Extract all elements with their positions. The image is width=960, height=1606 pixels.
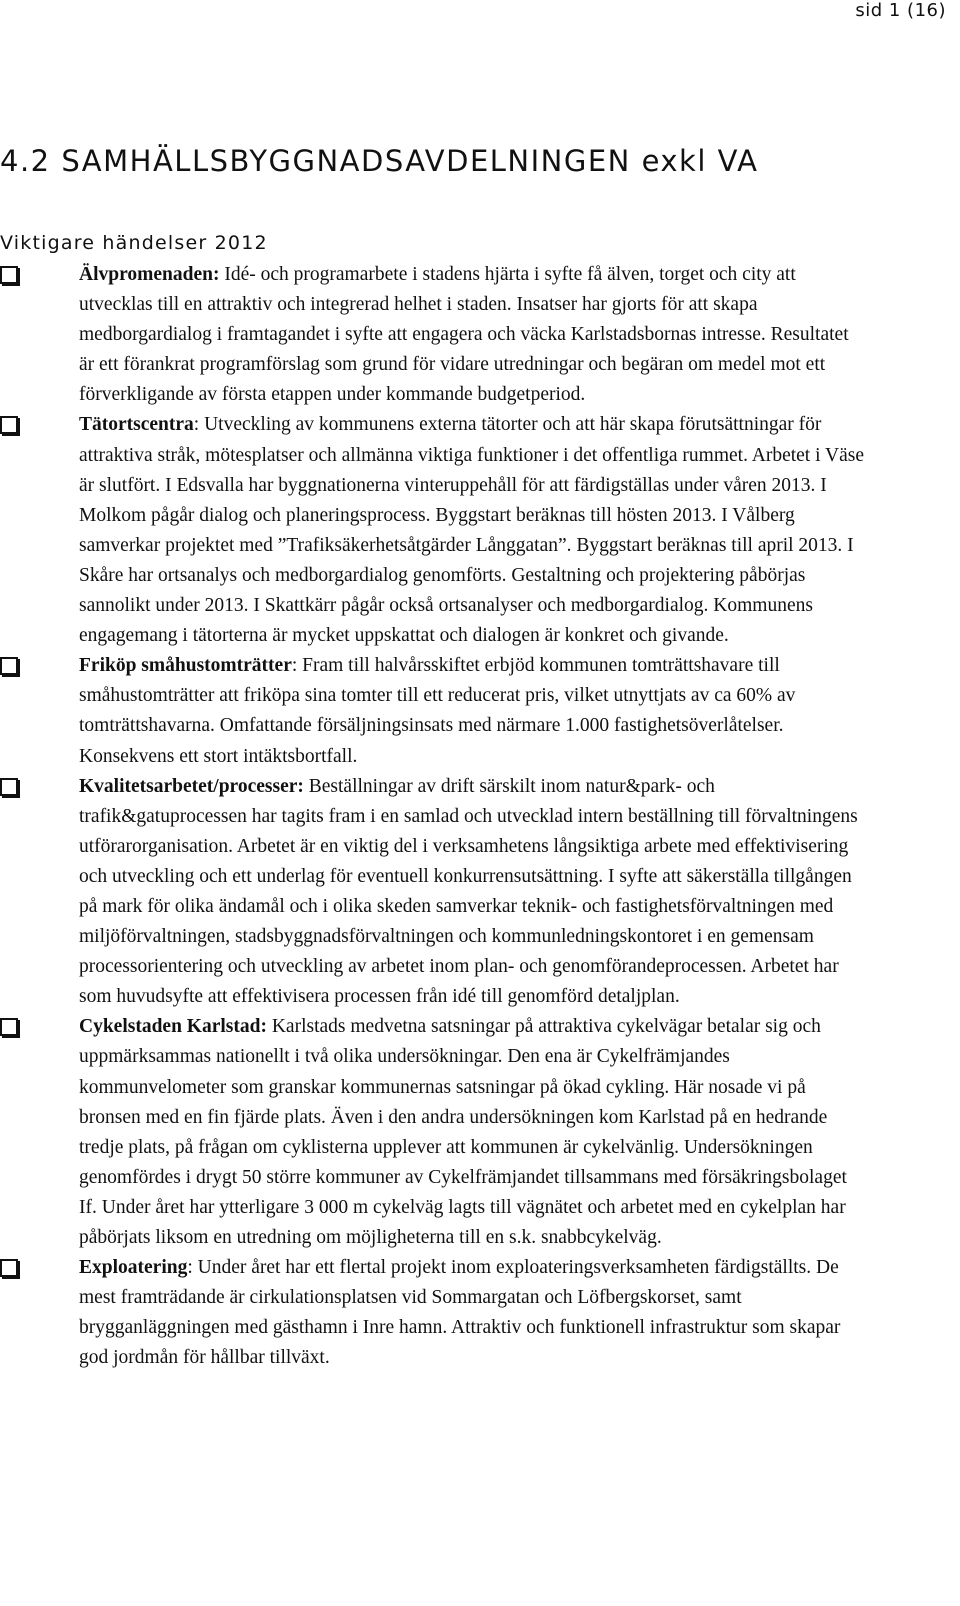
- checkbox-icon: [0, 1018, 18, 1036]
- event-list: [0, 260, 960, 1373]
- list-item: [0, 651, 960, 771]
- list-item: [0, 1253, 960, 1373]
- page-number: sid 1 (16): [855, 0, 946, 21]
- item-label: Älvpromenaden:: [79, 264, 220, 285]
- section-heading: 4.2 SAMHÄLLSBYGGNADSAVDELNINGEN exkl VA: [0, 144, 759, 178]
- checkbox-icon: [0, 657, 18, 675]
- item-label: Exploatering: [79, 1257, 188, 1279]
- item-text: : Under året har ett flertal projekt inom exploateringsverksamheten färdigställts. De mest framträdande är cirkulationsplatsen vid Sommargatan och Löfbergskorset, samt brygganläggningen med gästhamn i Inre hamn. Attraktiv och funktionell infrastruktur som skapar god jordmån för hållbar tillväxt.: [79, 1257, 841, 1369]
- item-text: Idé- och programarbete i stadens hjärta i syfte få älven, torget och city att utvecklas till en attraktiv och integrerad helhet i staden. Insatser har gjorts för att skapa medborgardialog i framtagandet i syfte att engagera och väcka Karlstadsbornas intresse. Resultatet är ett förankrat programförslag som grund för vidare utredningar och begäran om medel mot ett förverkligande av första etappen under kommande budgetperiod.: [79, 264, 849, 406]
- list-item: [0, 410, 960, 651]
- item-label: Friköp småhustomträtter: [79, 655, 292, 677]
- item-label: Tätortscentra: [79, 414, 194, 436]
- sub-heading: Viktigare händelser 2012: [0, 232, 268, 254]
- checkbox-icon: [0, 266, 18, 284]
- item-text: : Fram till halvårsskiftet erbjöd kommunen tomträttshavare till småhustomträtter att friköpa sina tomter till ett reducerat pris, vilket utnyttjats av ca 60% av tomträttshavarna. Omfattande försäljningsinsats med närmare 1.000 fastighetsöverlåtelser. Konsekvens ett stort intäktsbortfall.: [79, 655, 796, 767]
- item-label: Kvalitetsarbetet/processer:: [79, 775, 304, 797]
- item-text: : Utveckling av kommunens externa tätorter och att här skapa förutsättningar för attraktiva stråk, mötesplatser och allmänna viktiga funktioner i det offentliga rummet. Arbetet i Väse är slutfört. I Edsvalla har byggnationerna vinteruppehåll för att färdigställas under våren 2013. I Molkom pågår dialog och planeringsprocess. Byggstart beräknas till hösten 2013. I Vålberg samverkar projektet med ”Trafiksäkerhetsåtgärder Långgatan”. Byggstart beräknas till april 2013. I Skåre har ortsanalys och medborgardialog genomförts. Gestaltning och projektering påbörjas sannolikt under 2013. I Skattkärr pågår också ortsanalyser och medborgardialog. Kommunens engagemang i tätorterna är mycket uppskattat och dialogen är konkret och givande.: [79, 414, 865, 647]
- item-label: Cykelstaden Karlstad:: [79, 1016, 267, 1038]
- checkbox-icon: [0, 416, 18, 434]
- list-item: [0, 260, 960, 410]
- checkbox-icon: [0, 778, 18, 796]
- item-text: Karlstads medvetna satsningar på attraktiva cykelvägar betalar sig och uppmärksammas nationellt i två olika undersökningar. Den ena är Cykelfrämjandes kommunvelometer som granskar kommunernas satsningar på ökad cykling. Här nosade vi på bronsen med en fin fjärde plats. Även i den andra undersökningen kom Karlstad på en hedrande tredje plats, på frågan om cyklisterna upplever att kommunen är cykelvänlig. Undersökningen genomfördes i drygt 50 större kommuner av Cykelfrämjandet tillsammans med försäkringsbolaget If. Under året har ytterligare 3 000 m cykelväg lagts till vägnätet och arbetet med en cykelplan har påbörjats liksom en utredning om möjligheterna till en s.k. snabbcykelväg.: [79, 1016, 847, 1248]
- checkbox-icon: [0, 1259, 18, 1277]
- list-item: [0, 1012, 960, 1253]
- list-item: [0, 772, 960, 1013]
- item-text: Beställningar av drift särskilt inom natur&park- och trafik&gatuprocessen har tagits fram i en samlad och utvecklad intern beställning till förvaltningens utförarorganisation. Arbetet är en viktig del i verksamhetens långsiktiga arbete med effektivisering och utveckling och ett underlag för eventuell konkurrensutsättning. I syfte att säkerställa tillgången på mark för olika ändamål och i olika skeden samverkar teknik- och fastighetsförvaltningen med miljöförvaltningen, stadsbyggnadsförvaltningen och kommunledningskontoret i en gemensam processorientering och utveckling av arbetet inom plan- och genomförandeprocessen. Arbetet har som huvudsyfte att effektivisera processen från idé till genomförd detaljplan.: [79, 775, 858, 1008]
